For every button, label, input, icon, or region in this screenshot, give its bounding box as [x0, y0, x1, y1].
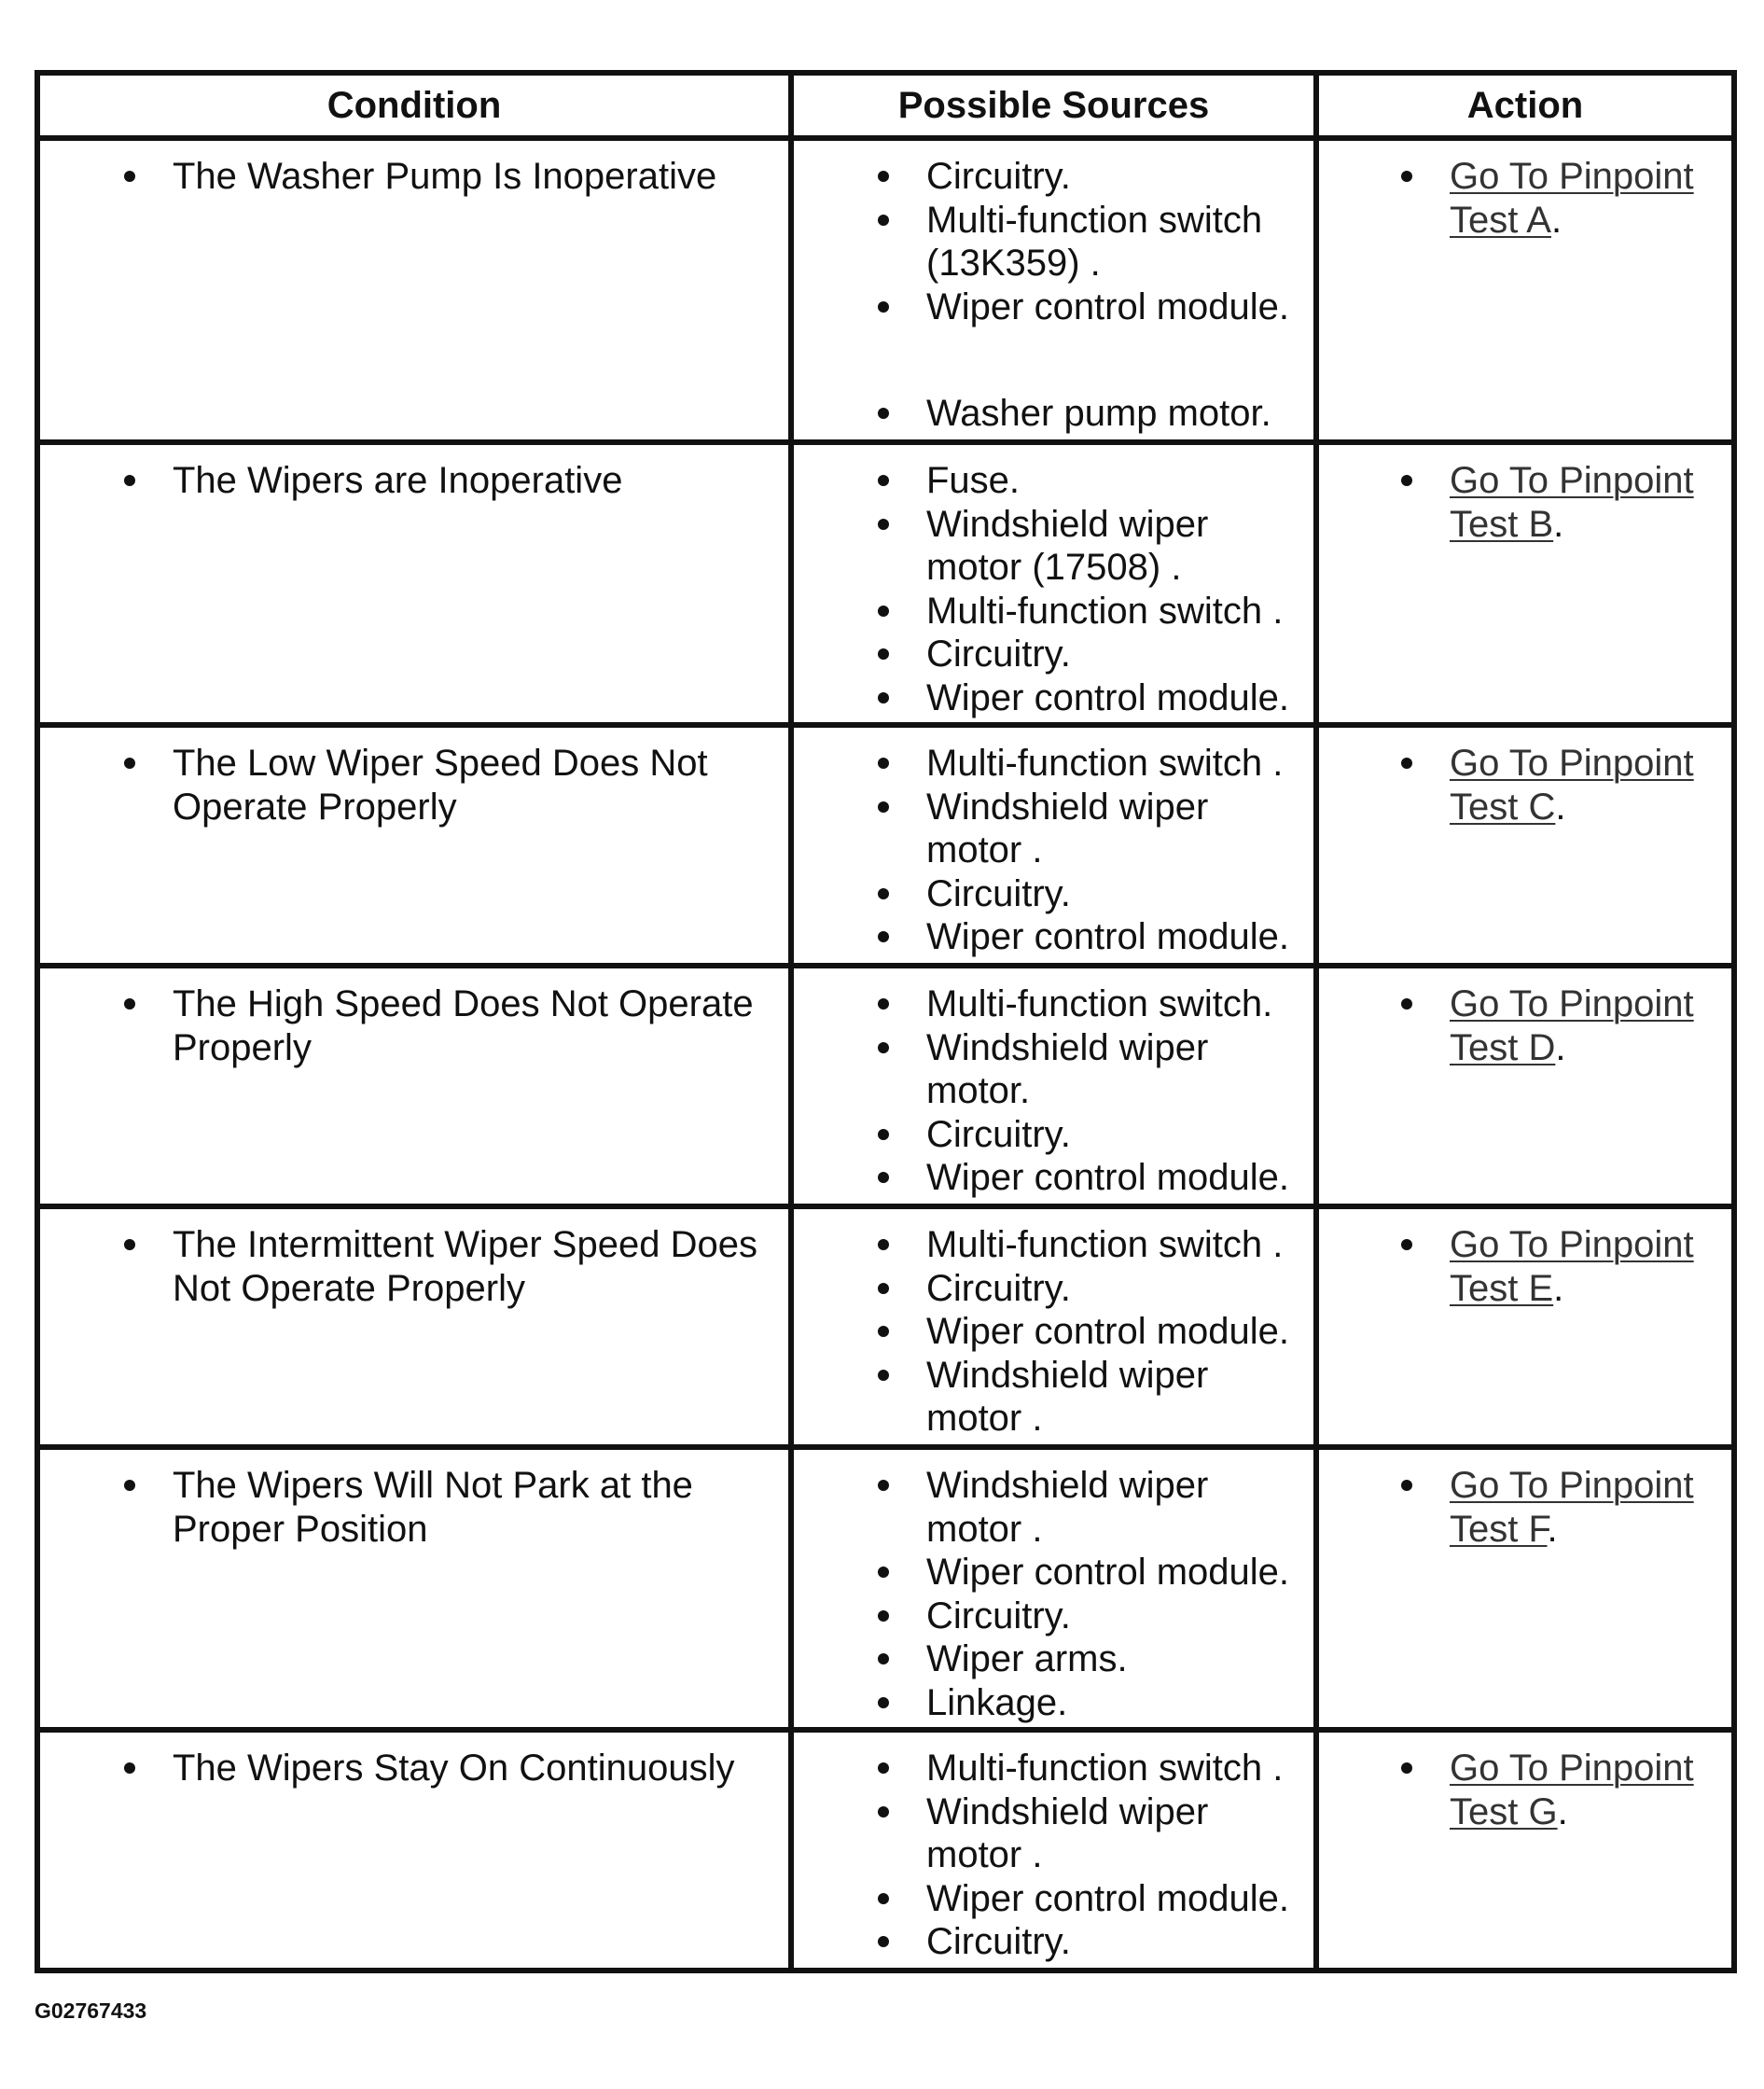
table-row: [37, 1730, 1734, 1971]
table-row: [37, 1206, 1734, 1447]
source-item: Windshield wiper motor .: [878, 1464, 1310, 1551]
source-item: Circuitry.: [878, 155, 1310, 199]
source-item: Linkage.: [878, 1681, 1310, 1725]
action-period: .: [1555, 786, 1566, 828]
action-period: .: [1557, 1790, 1568, 1832]
source-item: Windshield wiper motor .: [878, 786, 1310, 872]
source-item: Fuse.: [878, 459, 1310, 503]
pinpoint-test-e-link[interactable]: Go To Pinpoint Test E: [1450, 1224, 1694, 1309]
action-cell: [1316, 1730, 1734, 1971]
source-item: Windshield wiper motor (17508) .: [878, 503, 1310, 590]
action-item: [1401, 742, 1722, 829]
source-item: Multi-function switch .: [878, 1223, 1310, 1267]
condition-text: The Washer Pump Is Inoperative: [124, 155, 781, 199]
source-item: Circuitry.: [878, 1267, 1310, 1311]
table-row: [37, 725, 1734, 966]
sources-cell: [791, 1447, 1316, 1730]
condition-cell: [37, 1730, 791, 1971]
header-possible-sources: Possible Sources: [791, 73, 1316, 138]
sources-cell: [791, 442, 1316, 725]
condition-text: The Wipers are Inoperative: [124, 459, 781, 503]
action-item: [1401, 982, 1722, 1069]
source-item: Windshield wiper motor.: [878, 1026, 1310, 1113]
source-item: Wiper control module.: [878, 1551, 1310, 1595]
source-item: Multi-function switch (13K359) .: [878, 199, 1310, 285]
source-item: Circuitry.: [878, 872, 1310, 916]
condition-cell: [37, 725, 791, 966]
sources-cell: [791, 1206, 1316, 1447]
source-item: Circuitry.: [878, 633, 1310, 676]
action-item: [1401, 1464, 1722, 1551]
source-item: Multi-function switch.: [878, 982, 1310, 1026]
action-cell: [1316, 1206, 1734, 1447]
pinpoint-test-b-link[interactable]: Go To Pinpoint Test B: [1450, 460, 1694, 545]
action-cell: [1316, 725, 1734, 966]
table-row: [37, 138, 1734, 442]
source-item: Washer pump motor.: [878, 392, 1310, 436]
pinpoint-test-f-link[interactable]: Go To Pinpoint Test F: [1450, 1465, 1694, 1550]
condition-text: The Low Wiper Speed Does Not Operate Properly: [124, 742, 781, 829]
header-action: Action: [1316, 73, 1734, 138]
condition-cell: [37, 1206, 791, 1447]
condition-cell: [37, 1447, 791, 1730]
source-item: Windshield wiper motor .: [878, 1790, 1310, 1877]
source-item: Wiper control module.: [878, 285, 1310, 329]
action-cell: [1316, 1447, 1734, 1730]
action-period: .: [1547, 1508, 1558, 1550]
condition-text: The Wipers Stay On Continuously: [124, 1747, 781, 1790]
header-condition: Condition: [37, 73, 791, 138]
symptom-chart-table: [35, 70, 1737, 1973]
action-cell: [1316, 442, 1734, 725]
sources-cell: [791, 1730, 1316, 1971]
pinpoint-test-d-link[interactable]: Go To Pinpoint Test D: [1450, 983, 1694, 1068]
source-item: Wiper arms.: [878, 1637, 1310, 1681]
action-period: .: [1555, 1026, 1566, 1068]
sources-cell: [791, 966, 1316, 1206]
table-row: [37, 966, 1734, 1206]
action-cell: [1316, 138, 1734, 442]
action-period: .: [1553, 1267, 1564, 1309]
condition-cell: [37, 138, 791, 442]
pinpoint-test-c-link[interactable]: Go To Pinpoint Test C: [1450, 743, 1694, 828]
condition-text: The Intermittent Wiper Speed Does Not Operate Properly: [124, 1223, 781, 1310]
source-item: Wiper control module.: [878, 676, 1310, 720]
table-row: [37, 1447, 1734, 1730]
table-row: [37, 442, 1734, 725]
action-item: [1401, 155, 1722, 242]
header-row: [37, 73, 1734, 138]
condition-text: The Wipers Will Not Park at the Proper Position: [124, 1464, 781, 1551]
source-item: Wiper control module.: [878, 1156, 1310, 1200]
source-item: Circuitry.: [878, 1113, 1310, 1157]
source-item: Multi-function switch .: [878, 742, 1310, 786]
action-item: [1401, 1747, 1722, 1833]
sources-cell: [791, 725, 1316, 966]
condition-cell: [37, 966, 791, 1206]
pinpoint-test-a-link[interactable]: Go To Pinpoint Test A: [1450, 156, 1694, 241]
action-item: [1401, 459, 1722, 546]
source-item: Wiper control module.: [878, 1310, 1310, 1354]
action-period: .: [1553, 503, 1564, 545]
source-item: Circuitry.: [878, 1595, 1310, 1638]
source-item: Circuitry.: [878, 1920, 1310, 1964]
source-item: Multi-function switch .: [878, 590, 1310, 634]
source-item: Multi-function switch .: [878, 1747, 1310, 1790]
source-item: Windshield wiper motor .: [878, 1354, 1310, 1441]
source-item: Wiper control module.: [878, 1877, 1310, 1921]
action-cell: [1316, 966, 1734, 1206]
condition-text: The High Speed Does Not Operate Properly: [124, 982, 781, 1069]
action-period: .: [1550, 199, 1563, 241]
figure-code: G02767433: [35, 1998, 147, 2023]
action-item: [1401, 1223, 1722, 1310]
condition-cell: [37, 442, 791, 725]
sources-cell: [791, 138, 1316, 442]
pinpoint-test-g-link[interactable]: Go To Pinpoint Test G: [1450, 1748, 1694, 1832]
source-item: Wiper control module.: [878, 915, 1310, 959]
